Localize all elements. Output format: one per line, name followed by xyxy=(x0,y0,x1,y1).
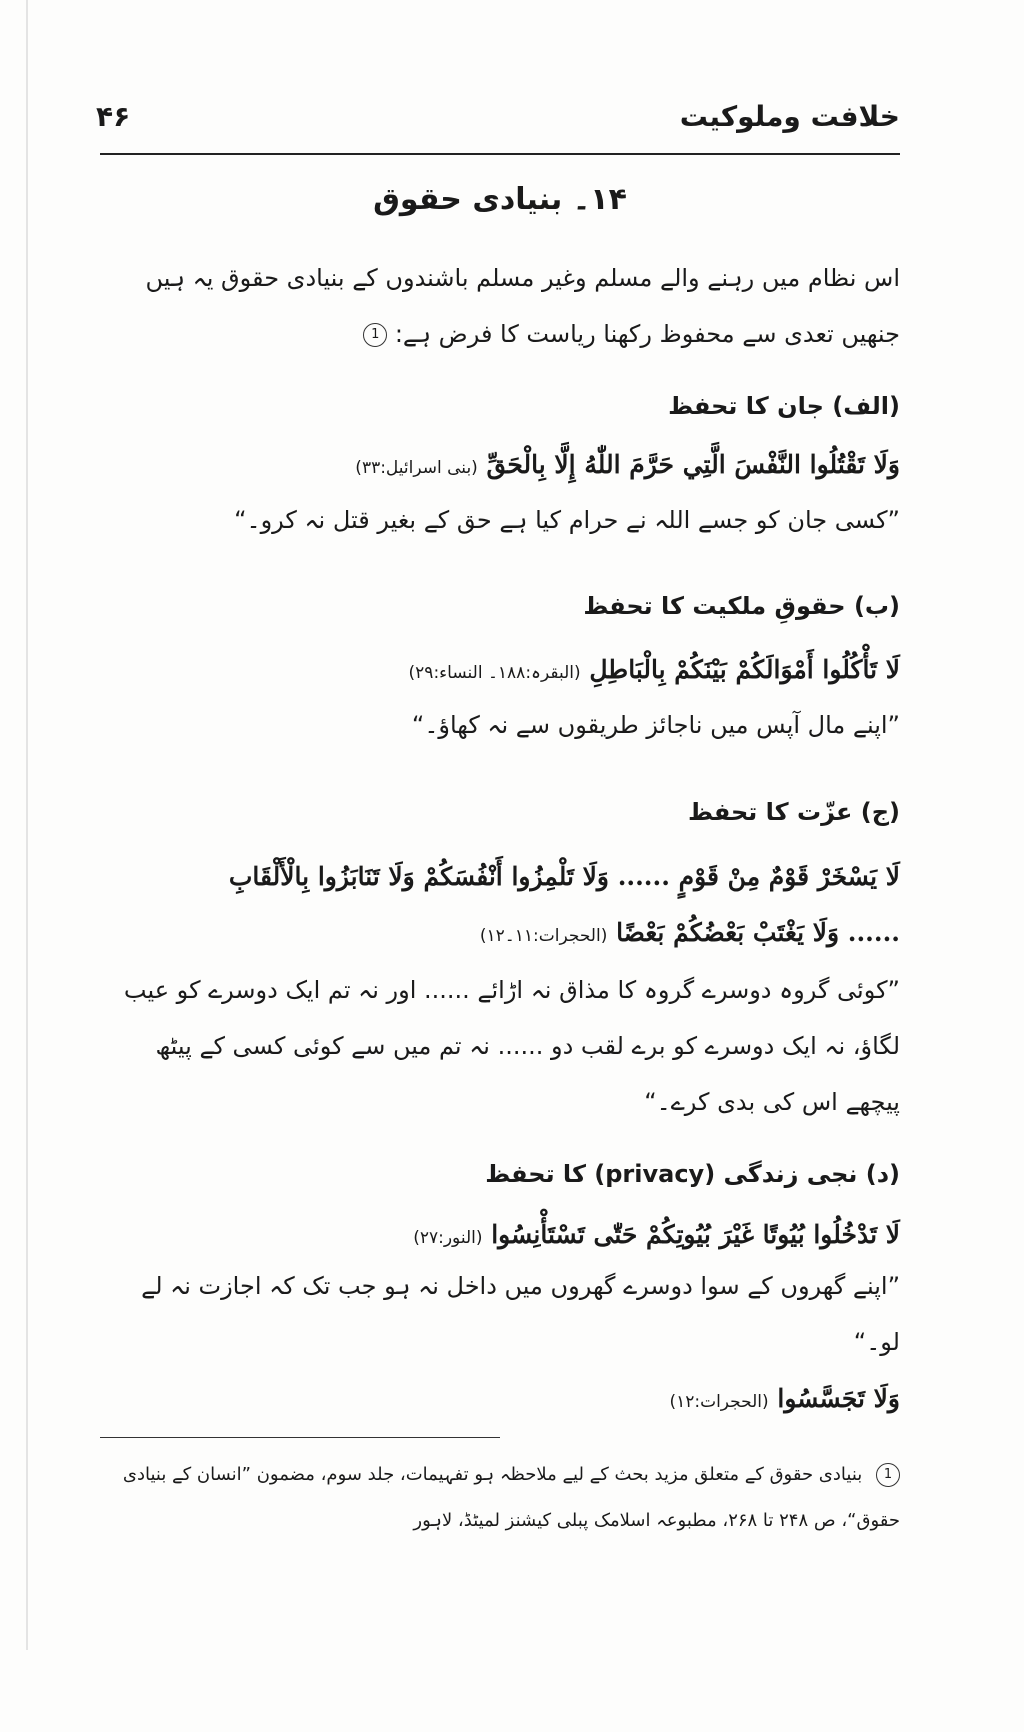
verse-reference: (البقرہ:۱۸۸۔ النساء:۲۹) xyxy=(408,663,581,683)
verse-text: وَلَا تَجَسَّسُوا xyxy=(777,1384,900,1413)
verse-life xyxy=(100,450,900,479)
verse-reference: (الحجرات:۱۱۔۱۲) xyxy=(479,926,608,946)
verse-property xyxy=(100,655,900,684)
page-number: ۴۶ xyxy=(96,100,131,133)
footnote-marker: 1 xyxy=(876,1463,900,1487)
section-heading-life: (الف) جان کا تحفظ xyxy=(668,392,900,420)
section-heading-privacy: (د) نجی زندگی (privacy) کا تحفظ xyxy=(485,1160,900,1188)
verse-text: وَلَا تَقْتُلُوا النَّفْسَ الَّتِي حَرَّمَ اللّٰهُ إِلَّا بِالْحَقِّ xyxy=(486,450,900,479)
verse-reference: (بنی اسرائیل:۳۳) xyxy=(355,458,478,478)
book-title: خلافت وملوکیت xyxy=(679,100,900,133)
verse-text: لَا تَأْكُلُوا أَمْوَالَكُمْ بَيْنَكُمْ بِالْبَاطِلِ xyxy=(589,655,900,684)
verse-text: ...... وَلَا يَغْتَبْ بَعْضُكُمْ بَعْضًا xyxy=(616,918,900,947)
verse-reference: (النور:۲۷) xyxy=(413,1228,483,1248)
intro-paragraph xyxy=(100,250,900,362)
footnote-reference-marker[interactable]: 1 xyxy=(363,323,387,347)
page-spine-shadow xyxy=(26,0,28,1650)
verse-honour-line-2 xyxy=(100,918,900,947)
section-heading-honour: (ج) عزّت کا تحفظ xyxy=(688,798,900,826)
footnote xyxy=(100,1452,900,1544)
verse-text: لَا يَسْخَرْ قَوْمٌ مِنْ قَوْمٍ ...... وَلَا تَلْمِزُوا أَنْفُسَكُمْ وَلَا تَنَابَزُوا بِالْأَلْقَابِ xyxy=(228,862,900,891)
translation-life: ”کسی جان کو جسے اللہ نے حرام کیا ہے حق کے بغیر قتل نہ کرو۔“ xyxy=(234,506,900,534)
translation-property: ”اپنے مال آپس میں ناجائز طریقوں سے نہ کھاؤ۔“ xyxy=(411,711,900,739)
translation-honour: ”کوئی گروہ دوسرے گروہ کا مذاق نہ اڑائے ...... اور نہ تم ایک دوسرے کو عیب لگاؤ، نہ ایک دوسرے کو برے لقب دو ...... نہ تم میں سے کوئی کسی کے پیٹھ پیچھے اس کی بدی کرے۔“ xyxy=(123,976,900,1116)
verse-text: لَا تَدْخُلُوا بُيُوتًا غَيْرَ بُيُوتِكُمْ حَتّٰى تَسْتَأْنِسُوا xyxy=(491,1220,900,1249)
verse-privacy xyxy=(100,1220,900,1249)
intro-text: اس نظام میں رہنے والے مسلم وغیر مسلم باشندوں کے بنیادی حقوق یہ ہیں جنھیں تعدی سے محفوظ رکھنا ریاست کا فرض ہے: xyxy=(145,264,900,348)
translation-privacy: ”اپنے گھروں کے سوا دوسرے گھروں میں داخل نہ ہو جب تک کہ اجازت نہ لے لو۔“ xyxy=(141,1272,900,1356)
header-rule xyxy=(100,153,900,155)
verse-reference: (الحجرات:۱۲) xyxy=(669,1392,769,1412)
verse-espionage xyxy=(100,1384,900,1413)
section-heading-property: (ب) حقوقِ ملکیت کا تحفظ xyxy=(583,592,900,620)
chapter-heading: ۱۴۔ بنیادی حقوق xyxy=(373,182,627,217)
footnote-rule xyxy=(100,1437,500,1438)
verse-honour-line-1 xyxy=(100,862,900,891)
footnote-text: بنیادی حقوق کے متعلق مزید بحث کے لیے ملاحظہ ہو تفہیمات، جلد سوم، مضمون ”انسان کے بنیادی حقوق“، ص ۲۴۸ تا ۲۶۸، مطبوعہ اسلامک پبلی کیشنز لمیٹڈ، لاہور xyxy=(122,1464,900,1531)
